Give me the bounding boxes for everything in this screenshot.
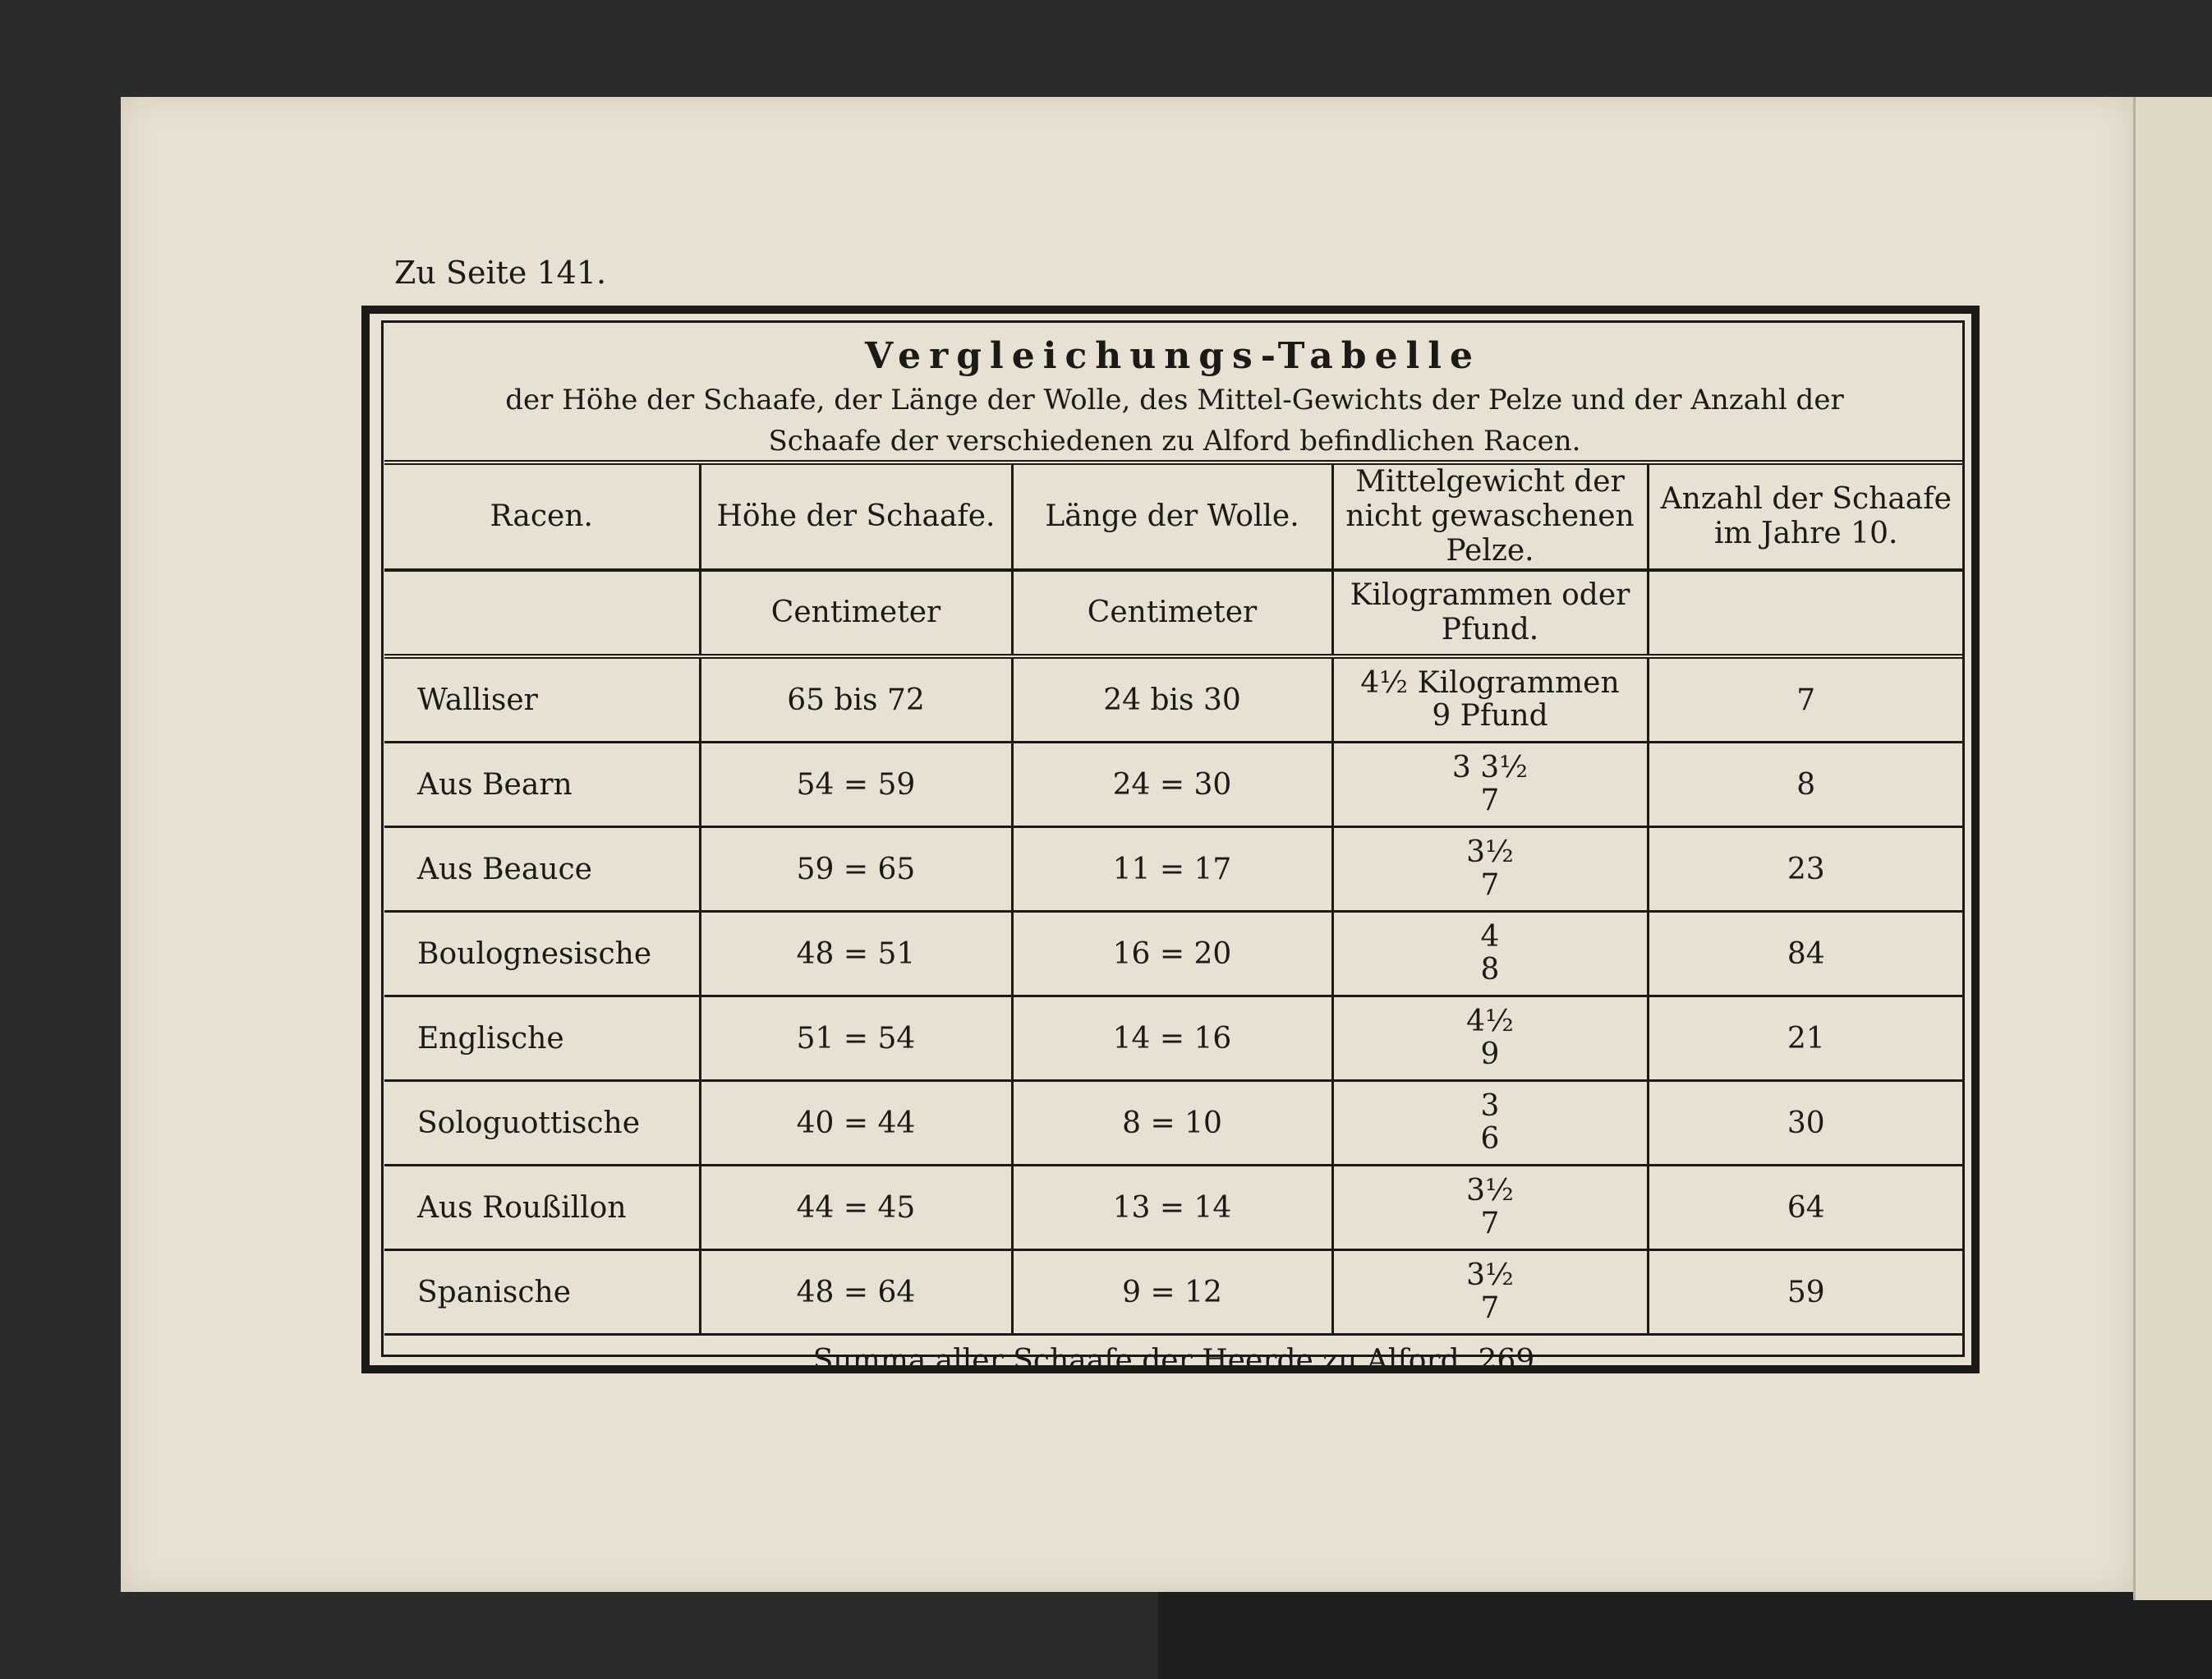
weight-value [1332,743,1648,827]
weight-kg: 4½ [1466,1005,1514,1038]
weight-value [1332,827,1648,912]
height-value: 65 bis 72 [700,656,1012,743]
table-row [384,912,1963,996]
race-name: Englische [384,996,700,1081]
count-value: 64 [1648,1166,1963,1250]
height-value: 48 = 64 [700,1250,1012,1335]
race-name: Aus Bearn [384,743,700,827]
table-row [384,827,1963,912]
weight-value [1332,996,1648,1081]
wool-value: 24 bis 30 [1012,656,1332,743]
table-row [384,1166,1963,1250]
weight-lb: 8 [1480,953,1500,987]
height-value: 54 = 59 [700,743,1012,827]
total-row [384,1335,1963,1386]
weight-lb: 9 Pfund [1432,699,1548,733]
weight-kg: 3½ [1466,1174,1514,1208]
page-reference: Zu Seite 141. [394,255,607,291]
count-value: 23 [1648,827,1963,912]
race-name: Spanische [384,1250,700,1335]
count-value: 21 [1648,996,1963,1081]
table-row [384,1081,1963,1166]
header-weight: Mittelgewicht der nicht gewaschenen Pelze. [1332,462,1648,570]
race-name: Walliser [384,656,700,743]
unit-weight: Kilogrammen oder Pfund. [1332,570,1648,656]
table-row [384,996,1963,1081]
table-row [384,743,1963,827]
weight-value [1332,1166,1648,1250]
unit-row [384,570,1963,656]
race-name: Sologuottische [384,1081,700,1166]
header-count: Anzahl der Schaafe im Jahre 10. [1648,462,1963,570]
weight-lb: 9 [1480,1037,1500,1071]
race-name: Aus Beauce [384,827,700,912]
unit-height: Centimeter [700,570,1012,656]
unit-count [1648,570,1963,656]
count-value: 84 [1648,912,1963,996]
height-value: 44 = 45 [700,1166,1012,1250]
weight-kg: 4 [1480,920,1500,954]
header-race: Racen. [384,462,700,570]
table-row [384,1250,1963,1335]
weight-lb: 7 [1480,1207,1500,1240]
weight-lb: 7 [1480,868,1500,902]
table-row [384,656,1963,743]
wool-value: 11 = 17 [1012,827,1332,912]
header-wool-length: Länge der Wolle. [1012,462,1332,570]
weight-lb: 7 [1480,1291,1500,1325]
count-value: 7 [1648,656,1963,743]
wool-value: 24 = 30 [1012,743,1332,827]
height-value: 51 = 54 [700,996,1012,1081]
next-page-edge [2133,97,2212,1600]
weight-value [1332,1250,1648,1335]
count-value: 30 [1648,1081,1963,1166]
total-label: Summa aller Schaafe der Heerde zu Alford [812,1343,1460,1378]
weight-kg: 3 [1480,1089,1500,1123]
unit-race [384,570,700,656]
wool-value: 13 = 14 [1012,1166,1332,1250]
weight-lb: 7 [1480,784,1500,817]
weight-kg: 3 3½ [1451,751,1529,784]
wool-value: 8 = 10 [1012,1081,1332,1166]
height-value: 40 = 44 [700,1081,1012,1166]
weight-value [1332,656,1648,743]
total-value: 269 [1478,1343,1535,1378]
weight-value [1332,912,1648,996]
race-name: Aus Roußillon [384,1166,700,1250]
header-height: Höhe der Schaafe. [700,462,1012,570]
weight-value [1332,1081,1648,1166]
weight-kg: 4½ Kilogrammen [1360,666,1620,700]
height-value: 48 = 51 [700,912,1012,996]
race-name: Boulognesische [384,912,700,996]
header-row [384,462,1963,570]
table-title: Vergleichungs-Tabelle [865,335,1481,377]
table-subtitle: der Höhe der Schaafe, der Länge der Wolle, des Mittel-Gewichts der Pelze und der Anzahl der Schaafe der verschiedenen zu Alford befindlichen Racen. [505,384,1844,458]
wool-value: 14 = 16 [1012,996,1332,1081]
count-value: 8 [1648,743,1963,827]
weight-lb: 6 [1480,1122,1500,1156]
unit-wool-length: Centimeter [1012,570,1332,656]
wool-value: 9 = 12 [1012,1250,1332,1335]
weight-kg: 3½ [1466,1258,1514,1292]
total-cell [384,1335,1963,1386]
comparison-table [384,460,1963,1385]
height-value: 59 = 65 [700,827,1012,912]
wool-value: 16 = 20 [1012,912,1332,996]
count-value: 59 [1648,1250,1963,1335]
weight-kg: 3½ [1466,835,1514,869]
